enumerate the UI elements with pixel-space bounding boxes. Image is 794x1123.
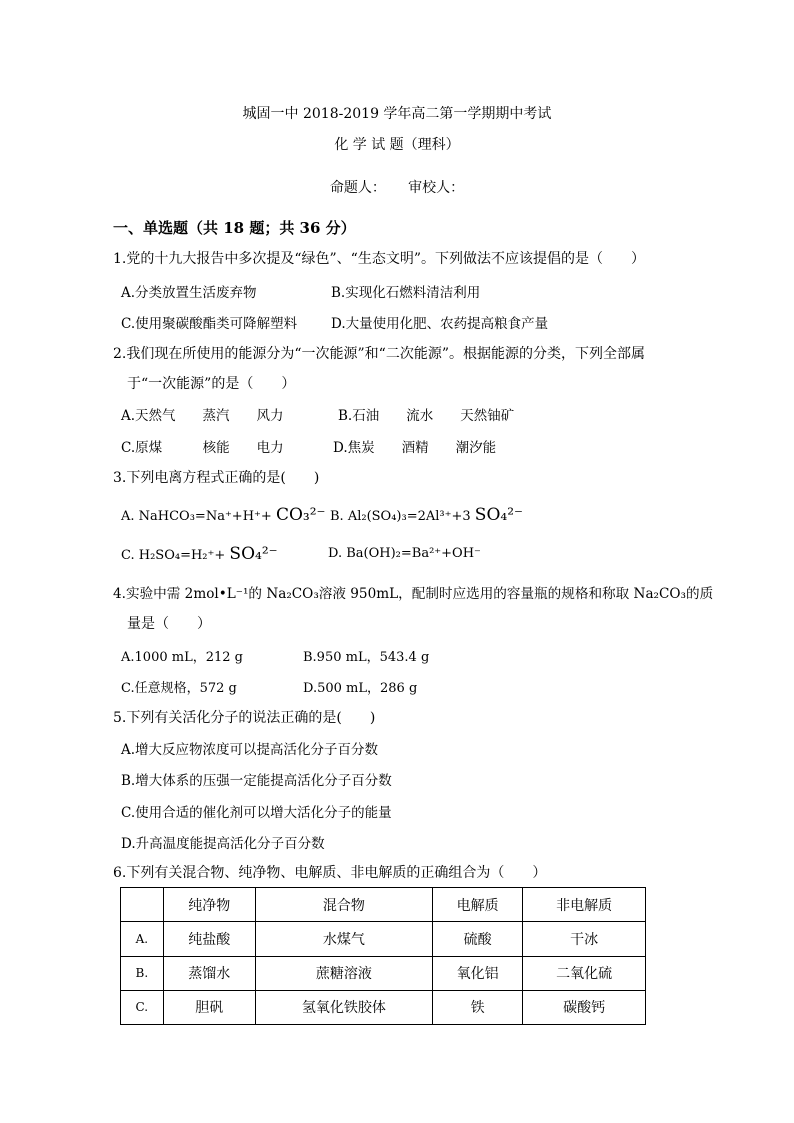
table-row (121, 990, 646, 1024)
q5-option-c: C.使用合适的催化剂可以增大活化分子的能量 (121, 805, 392, 821)
q3-option-a-ion: CO₃²⁻ (275, 505, 326, 525)
table-cell: 蔗糖溶液 (255, 956, 432, 990)
q4-option-d: D.500 mL，286 g (303, 681, 418, 696)
table-header-row (121, 888, 646, 922)
table-cell: 碳酸钙 (523, 990, 646, 1024)
table-row (121, 922, 646, 956)
q2-stem-cont: 于“一次能源”的是（ ） (127, 376, 296, 392)
exam-subject-title: 化 学 试 题（理科） (334, 137, 460, 153)
q3-option-d: D. Ba(OH)₂=Ba²⁺+OH⁻ (328, 546, 481, 561)
q1-option-b: B.实现化石燃料清洁利用 (331, 285, 481, 301)
table-cell: C. (121, 990, 164, 1024)
q3-option-c (121, 544, 278, 564)
q1-option-d: D.大量使用化肥、农药提高粮食产量 (331, 316, 549, 332)
q2-option-a: A.天然气 蒸汽 风力 (121, 408, 284, 424)
table-cell: 氢氧化铁胶体 (255, 990, 432, 1024)
table-cell: 干冰 (523, 922, 646, 956)
q3-option-a-text: A. NaHCO₃=Na⁺+H⁺+ (121, 509, 272, 524)
table-cell: 纯盐酸 (163, 922, 255, 956)
q2-option-c: C.原煤 核能 电力 (121, 440, 284, 456)
q4-stem: 4.实验中需 2mol•L⁻¹的 Na₂CO₃溶液 950mL，配制时应选用的容量瓶的规格和称取 Na₂CO₃的质 (113, 586, 714, 602)
table-row (121, 956, 646, 990)
author-line: 命题人： 审校人： (329, 180, 465, 196)
table-cell: 胆矾 (163, 990, 255, 1024)
q3-option-b-ion: SO₄²⁻ (474, 505, 523, 525)
q6-table (120, 887, 646, 1025)
q3-option-b (330, 505, 523, 525)
table-cell: B. (121, 956, 164, 990)
q5-option-d: D.升高温度能提高活化分子百分数 (121, 836, 325, 852)
table-cell: 水煤气 (255, 922, 432, 956)
q6-stem: 6.下列有关混合物、纯净物、电解质、非电解质的正确组合为（ ） (113, 865, 547, 881)
q1-option-a: A.分类放置生活废弃物 (121, 285, 257, 301)
q5-stem: 5.下列有关活化分子的说法正确的是( ) (113, 710, 376, 726)
q2-stem: 2.我们现在所使用的能源分为“一次能源”和“二次能源”。根据能源的分类，下列全部属 (113, 346, 645, 362)
q2-option-b: B.石油 流水 天然铀矿 (338, 408, 515, 424)
q3-option-b-text: B. Al₂(SO₄)₃=2Al³⁺+3 (330, 509, 471, 524)
table-cell: 二氧化硫 (523, 956, 646, 990)
q2-option-d: D.焦炭 酒精 潮汐能 (333, 440, 497, 456)
section-title: 一、单选题（共 18 题；共 36 分） (113, 219, 356, 237)
q4-option-b: B.950 mL，543.4 g (303, 650, 430, 665)
table-cell: 氧化铝 (433, 956, 523, 990)
table-header-cell (121, 888, 164, 922)
q4-option-c: C.任意规格，572 g (121, 681, 237, 696)
table-header-cell: 非电解质 (523, 888, 646, 922)
table-cell: 硫酸 (433, 922, 523, 956)
q1-option-c: C.使用聚碳酸酯类可降解塑料 (121, 316, 298, 332)
table-header-cell: 混合物 (255, 888, 432, 922)
q3-option-c-ion: SO₄²⁻ (229, 544, 278, 564)
table-header-cell: 纯净物 (163, 888, 255, 922)
exam-school-title: 城固一中 2018-2019 学年高二第一学期期中考试 (242, 106, 552, 122)
q3-stem: 3.下列电离方程式正确的是( ) (113, 470, 320, 486)
table-header-cell: 电解质 (433, 888, 523, 922)
q3-option-a (121, 505, 326, 525)
q1-stem: 1.党的十九大报告中多次提及“绿色”、“生态文明”。下列做法不应该提倡的是（ ） (113, 251, 645, 267)
q4-stem-cont: 量是（ ） (127, 616, 211, 632)
table-cell: A. (121, 922, 164, 956)
q4-option-a: A.1000 mL，212 g (121, 650, 243, 665)
q3-option-c-text: C. H₂SO₄=H₂⁺+ (121, 548, 226, 563)
q5-option-b: B.增大体系的压强一定能提高活化分子百分数 (121, 773, 392, 789)
q5-option-a: A.增大反应物浓度可以提高活化分子百分数 (121, 742, 379, 758)
table-cell: 铁 (433, 990, 523, 1024)
table-cell: 蒸馏水 (163, 956, 255, 990)
